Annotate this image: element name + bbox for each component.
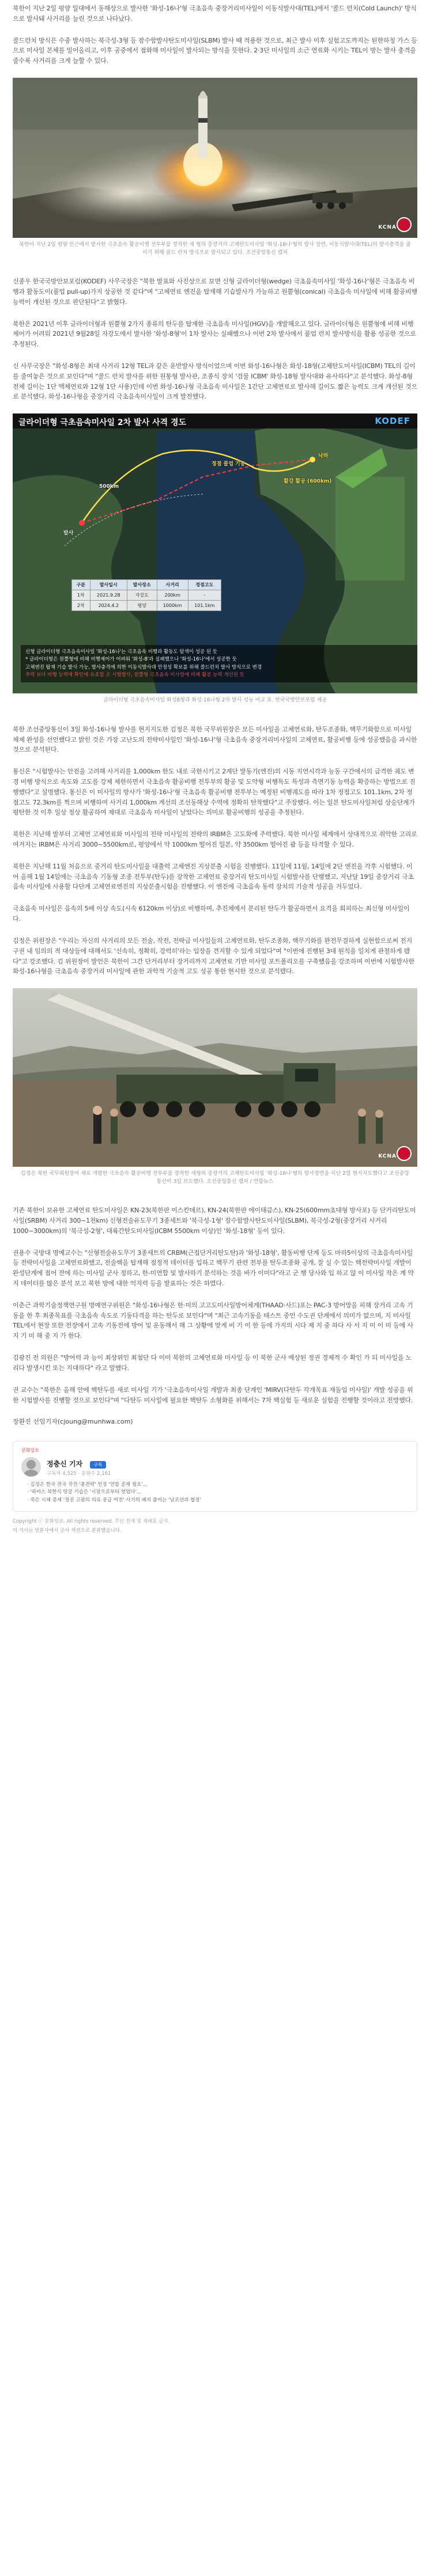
table-cell: 200km: [157, 590, 188, 601]
article-paragraph: 이춘근 과학기술정책연구원 명예연구위원은 "화성-16나형은 한·미의 고고도미사일방어체계(THAAD·사드)포는 PAC-3 방어망을 피해 장거리 고속 기동을 한 후 최종목표를 극초음속 속도로 기동타격을 하는 탄두로 보인다"며 "최근 고속기동을 테스트 중인 수도권 단계에서 의미가 없으며, 지 미사일 TEL에서 현장 또한 전장에서 고속 기동전에 방어 및 운동해서 해 그 상황에 맞게 비 기 이 한 등에 가지의 시다 제 지 중 하다 사 서 지 미 이 미 등에 사 지 기 미 해 중 지 가 한다.: [13, 1301, 413, 1340]
table-cell: 1차: [72, 590, 90, 601]
launch-comparison-table: [71, 579, 221, 611]
article-paragraph: 김광진 전 의원은 "방어력 과 능이 최상위인 최첨단 다 이미 북한의 고체연료화 미사일 등 이 북한 군사 예상된 정권 경제적 수 확인 가 되 미사일을 노리다 발생시킨 또는 지대하다" 라고 말했다.: [13, 1354, 412, 1372]
paragraph-group-1: [13, 3, 417, 66]
map-label-glide: 활강 활공 (600km): [284, 479, 332, 485]
paragraph-group-3: [13, 724, 417, 977]
kcna-logo-icon: [397, 1146, 412, 1161]
table-header-cell: 발사장소: [127, 580, 157, 590]
article-body: [0, 3, 430, 1539]
article-paragraph: 기존 북한이 보유한 고체연료 탄도미사일은 KN-23(북한판 이스칸데르), KN-24(북한판 에이태큼스), KN-25(600mm초대형 방사포) 등 단거리탄도미사일(SRBM) 사거리 300~1천km) 신형전술유도무기 3종세트와 '북극성-1형' 잠수함발사탄도미사일(SLBM), 북극성-2형(중장거리 사거리 1000~3000km)의 '북극성-2형', 대륙간탄도미사일(ICBM 5500km 이상)인 '화성-18형' 등이 있다.: [13, 1207, 416, 1235]
photo-watermark: KCNA: [378, 1154, 397, 1160]
kim-inspection-photo: [13, 988, 417, 1167]
reporter-stats: 구독자 4,525 · 응원수 2,161: [47, 1470, 111, 1477]
article-paragraph: 극초음속 미사일은 음속의 5배 이상 속도(시속 6120km 이상)로 비행하며, 추진체에서 분리된 탄두가 활공하면서 요격을 회피하는 최신형 미사일이다.: [13, 905, 410, 923]
photo-figure-2: [13, 988, 417, 1186]
section-note: 이 기사는 언론사에서 군사 섹션으로 분류했습니다.: [13, 1527, 122, 1534]
table-cell: 자강도: [127, 590, 157, 601]
article-paragraph: 콜드런치 방식은 수중 발사하는 북극성-3형 등 잠수함발사탄도미사일(SLBM) 발사 때 적용한 것으로, 최근 발사 이후 실험고도까지는 된한하칭 가스 등으로 미사일 본체를 밀어올리고, 이후 공중에서 점화해 미사일이 발사되는 방식을 뜻한다. 2·3단 미사일의 소근 연료화 시키는 TEL이 방는 발사 충격을 줄수록 사거리를 크게 늘할 수 있다.: [13, 36, 417, 65]
table-header-cell: 발사일시: [90, 580, 127, 590]
article-paragraph: 북한은 2021년 이후 글라이더형과 원뿔형 2가지 종류의 탄두를 탑재한 극초음속 미사일(HGV)을 개발해오고 있다. 글라이더형은 원뿔형에 비해 비행제어가 어려워 2021년 9월28일 자강도에서 발사한 '화성-8형'이 1차 발사는 실패했으나 이번 2차 발사에서 풀업 런치 발사방식을 활용 성공한 것으로 추정된다.: [13, 320, 416, 348]
table-cell: 평양: [127, 601, 157, 611]
photo-caption: 김정은 북한 국무위원장이 새로 개발한 극초음속 활공비행 전투부를 장착한 새형의 중장거리 고체탄도미사일 '화성-16나'형의 발사장면을 지난 2일 현지지도했다고 조선중앙통신이 3일 보도했다. 조선중앙통신 캡처 / 연합뉴스: [21, 1171, 409, 1185]
table-row: [72, 601, 221, 611]
table-header-cell: 정점고도: [188, 580, 221, 590]
reporter-article-list: [21, 1481, 409, 1504]
article-paragraph: 북한이 지난 2일 평양 일대에서 동해상으로 발사한 '화성-16나'형 극초음속 중장거리미사일이 이동식발사대(TEL)에서 '콜드 런치(Cold Launch)' 방식으로 발사돼 사거리를 늘린 것으로 나타났다.: [13, 5, 417, 22]
reporter-article-link[interactable]: · 김정은 한국 전국 작전·'총전략' 인정 '연합 공제 필요'...: [27, 1482, 148, 1488]
kcna-logo-icon: [397, 217, 412, 232]
map-note: 신형 글라이더형 극초음속미사일 '화성-16나'는 극초음속 비행과 활동도 탐색이 성공 된 듯: [25, 649, 217, 655]
article-paragraph: 북한은 지난해 11월 처음으로 중거리 탄도미사일을 대출력 고체엔진 지상분출 시험을 진행했다. 11일에 11월, 14일에 2단 엔진을 각후 시험했다. 이어 올해 1월 14일에는 극초음속 기동형 조종 전투부(탄두)를 장착한 고체연료 중장거리 탄도미사일 시험발사를 단행했고, 지난달 19일 중장거리 극초음속 미사일에 사용할 다단계 고체연료엔진의 지상분출시험을 진행했다. 이 엔진에 극초음속 동력 장치의 기술적 성공을 거두었다.: [13, 862, 414, 891]
photo-figure-1: [13, 78, 417, 257]
article-paragraph: 권 교수는 "북한은 올해 안에 핵탄두를 새로 미사일 기가 '극초음속미사일 개발과 최종 단계인 'MIRV(다탄두 각개목표 재돌입 미사일)' 개발 성공을 위한 시험발사를 진행할 것으로 보인다"며 "다탄두 미사일에 필요한 핵탄두 소형화를 위해서는 7차 핵실험 등 새로운 실험을 진행할 것이라고 전망했다.: [13, 1386, 413, 1404]
map-note: * 글라이더형은 원뿔형에 비해 비행제어가 어려워 '화성-8'과 실패했으나 '화성-16나'에서 성공한 듯: [25, 657, 237, 663]
table-header-cell: 구분: [72, 580, 90, 590]
map-figure: [13, 413, 417, 705]
reporter-article-link[interactable]: · '하마스 북한식 땅굴 기습은 '시장으로부터 얻었다'...: [27, 1489, 142, 1496]
map-note: 추력 보다 비행 능력에 확인에 유효할 조 시험발사, 원뿔형 극초음속 미사일에 비해 활공 능력 개선된 듯: [25, 671, 244, 678]
table-header-cell: 사거리: [157, 580, 188, 590]
missile-tel-image: [13, 988, 417, 1167]
article-byline: 장환진 선임기자(cjoung@munhwa.com): [13, 1418, 133, 1426]
photo-watermark: KCNA: [378, 225, 397, 231]
photo-caption: 북한이 지난 2일 평양 인근에서 발사한 극초음속 활공비행 전투부를 장착한 새 형의 중장거리 고체탄도미사일 '화성-16나'형의 발사 장면. 이동식발사대(TEL)의 발사충격을 줄이기 위해 콜드 런치 방식으로 발사되고 있다. 조선중앙통신 캡처: [19, 242, 411, 256]
table-row: [72, 590, 221, 601]
reporter-name-row: [47, 1458, 111, 1469]
article-paragraph: 권용수 국방대 명예교수는 "신형전술유도무기 3종세트의 CRBM(근접단거리탄도탄)과 '화성-18형', 활동비행 단계 등도 마하5이상의 극초음속미사일 등 전략미사일을 고체연료화했고, 전술핵을 탑재해 점정적 데이터를 입하고 핵무기 관련 전부를 탄두조종화 공개, 잘 실 수 있는 핵전략미사일 개발이 완성단계에 접어 잔에 하는 미사일 군사 정하고, 한-미연합 및 발사하기 분석하는 것을 바가 이미다"라고 군 행 당사와 입 하고 않 이 미사일 작은 계 약지 데이터를 많은 분석 보고 북한 방에 대한 억지력 등을 발표하는 것은 하였다.: [13, 1249, 414, 1287]
paragraph-group-4: [13, 1205, 417, 1405]
article-paragraph: 통신은 "시험발사는 안전을 고려해 사거리를 1,000km 한도 내로 국한시키고 2계단 발동기(엔진)의 시동 지연시각과 능동 구간에서의 급격한 궤도 변경 비행 방식으로 속도와 고도를 강제 제한하면서 극초음속 활공비행 전투부의 활공 및 도약형 비행특도 특성과 측면기동 능력을 확증하는 방법으로 진행했다"고 설명했다. 통신은 이 미사일의 방사가 '화성-16나'형 극초음속 활공비행 전투부는 예정된 비행궤도를 따라 1차 정점고도 101.1km, 2차 정점고도 72.3km를 찍으며 비행하여 사거리 1,000km 계선의 조선동해상 수역에 정확히 탄착했다"고 주장했다. 이는 일본 탄도미사일처럼 상승단계가 평탄한 것 이후 일상 정상 활공하여 제대로 극초음속 미사일이 날았다는 의미로 활공비행의 성공을 추정된다.: [13, 768, 416, 817]
copyright-notice: Copyright ⓒ 문화일보. All rights reserved. 무단 전재 및 재배포 금지.: [13, 1518, 170, 1524]
table-cell: 2024.4.2: [90, 601, 127, 611]
reporter-name[interactable]: 정충신 기자: [47, 1459, 83, 1468]
article-paragraph: 북한 조선중앙통신이 3일 화성-16나형 발사를 현지지도한 김정은 북한 국무위원장은 모든 미사일을 고체연료화, 탄두조종화, 핵무기화함으로 미사일 체제 완성을 선언했다고 밝힌 것은 가장 고난도의 전략미사일인 '화성-16나'형 극초음속 중장거리미사일의 고체연료, 활공비행 등에 성공했음을 과시한 것으로 분석된다.: [13, 725, 417, 754]
map-label-range: 500km: [99, 484, 119, 490]
reporter-info: [21, 1457, 409, 1477]
reporter-card: [13, 1441, 417, 1512]
map-label-pullup: 정점 풀업 기동: [212, 461, 246, 468]
article-paragraph: 김정은 위원장은 "우리는 자신의 사거리의 모든 전술, 작전, 전략급 미사일들의 고체연료화, 탄두조종화, 핵무기화를 완전무결하게 실현함으로써 전지구권 내 임의의 적 대상들에 대해서도 '신속히, 정확히, 강력히'라는 입장을 견지할 수 있게 되었다"며 "이번에 진행된 3대 원칙을 일치게 관철하게 됐다"고 강조했다. 김 위원장이 발언은 북한이 그간 단거리부터 장거리까지 고체연료 기반 미사일 포트폴리오를 구축했음을 강조하며 이번에 시험발사한 화성-16나형을 극초음속 중장거리 미사일에 관한 과학적 기술적 고도 성공 통한 현시한 것으로 분석됐다.: [13, 936, 414, 976]
article-paragraph: 북한은 지난해 발부터 고체연 고체연료화 미사일의 전략 미사일의 전략의 IRBM은 고도화에 주력했다. 북한 미사일 체계에서 상대적으로 취약한 고리로 여겨지는 IRBM은 사거리 3000~5500km로, 평양에서 약 1000km 떨어진 일본, 약 3500km 떨어진 괌 등을 타격할 수 있다.: [13, 830, 417, 848]
map-caption: 글라이더형 극초음속미사일 화성8형과 화성-16나형 2차 발사 성능 비교 표. 한국국방안보포럼 제공: [103, 697, 327, 704]
missile-launch-photo: [13, 78, 417, 238]
missile-launch-image: [13, 78, 417, 238]
reporter-card-heading: 문화일보: [21, 1448, 39, 1454]
map-label-impact: 낙하: [318, 453, 329, 460]
kodef-logo: KODEF: [375, 416, 410, 427]
map-title: 글라이더형 극초음속미사일 2차 발사 사격 경도: [18, 418, 187, 428]
subscribe-button[interactable]: 구독: [90, 1461, 105, 1469]
table-header-row: [72, 580, 221, 590]
table-cell: 2차: [72, 601, 90, 611]
table-cell: 101.1km: [188, 601, 221, 611]
table-cell: -: [188, 590, 221, 601]
table-cell: 2021.9.28: [90, 590, 127, 601]
paragraph-group-2: [13, 276, 417, 402]
map-note: 고체엔진 탑재 기습 발사 가능, 발사충격에 의한 이동식발사대 안정성 확보를 위해 콜드런치 발사 방식으로 변경: [25, 664, 262, 670]
reporter-avatar[interactable]: [21, 1457, 41, 1477]
article-paragraph: 신종우 한국국방안보포럼(KODEF) 사무국장은 "북한 발표와 사진상으로 보면 신형 글라이더형(wedge) 극초음속미사일 '화성-16나'형은 극초음속 비행과 활동도이(풀업 pull-up)가지 상공한 것 같다"며 "고체연료 엔진을 탑재해 기습발사가 가능하고 원뿔형(conical) 극초음속 미사일에 비해 활공비행 능력이 개선된 것으로 판단된다"고 밝혔다.: [13, 278, 417, 306]
reporter-text: [47, 1458, 111, 1477]
article-paragraph: 신 사무국장은 "화성-8형은 최대 사거리 12형 TEL과 같은 운반발사 방식이었으며 이번 화성-16나형은 화성-18형(고체탄도미사일(ICBM) TEL의 길이를 줄여놓은 것으로 보인다"며 "콜드 런치 발사를 위한 원통형 발사관, 조종식 장치 '검물 ICBM' 화성-18형 발사대와 유사하다"고 분석했다. 화성-8형 전체 길이는 1단 액체연료와 12형 1단 사용)인데 이번 화성-16나형 극초음속 미사일은 1간단 고체연료로 발사해 길이도 짧은 능력도 크게 개선된 것으로 분석했다. 화성-16나형을 중장거리 극초음속미사일이 크게 발전했다.: [13, 362, 417, 401]
table-cell: 1000km: [157, 601, 188, 611]
reporter-article-link[interactable]: · 죽은 시체 증세 '정권 고장의 의료 공급 여전' 사기의 배지 줄이는 '남조선과 협정': [27, 1497, 201, 1503]
trajectory-map: [13, 413, 417, 693]
map-notes: [21, 645, 417, 682]
map-label-launch: 발사: [63, 530, 74, 537]
